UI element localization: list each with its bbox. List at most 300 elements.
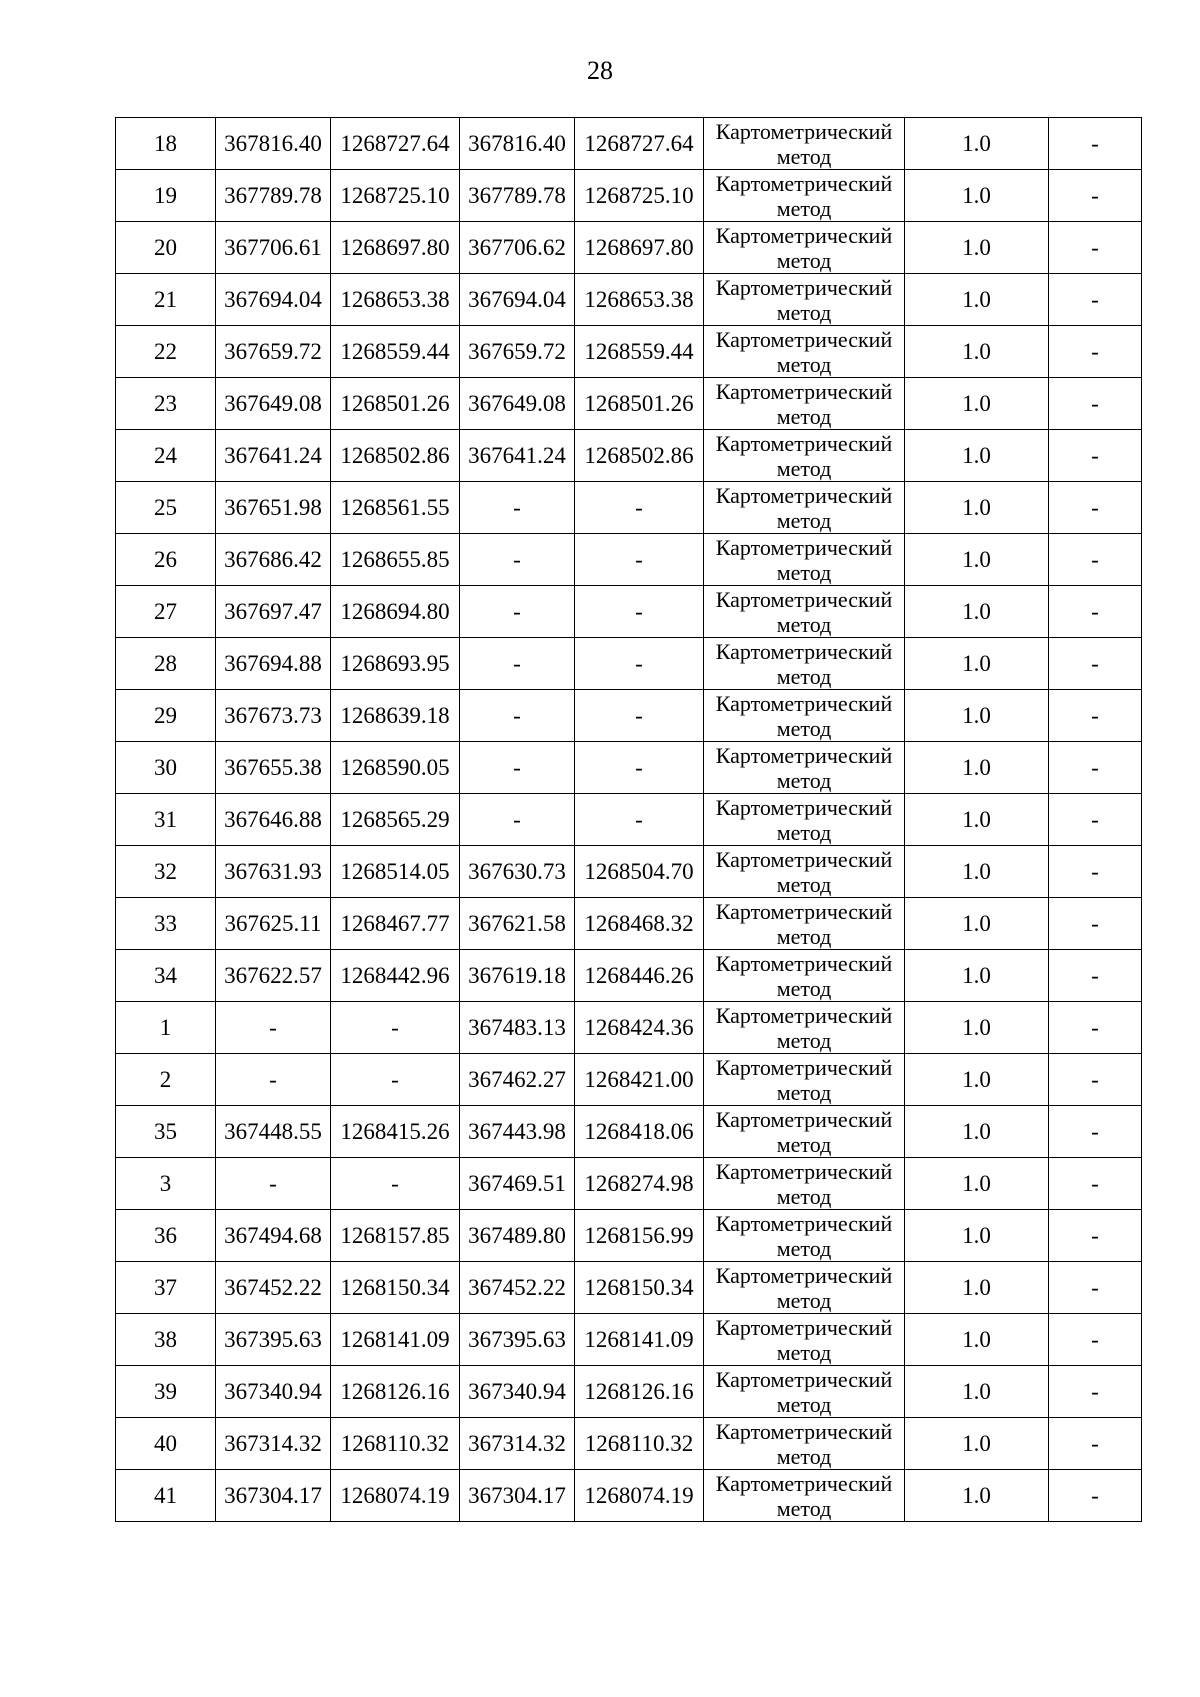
description-cell: - <box>1049 846 1142 898</box>
method-line-2: метод <box>776 143 832 169</box>
existing-y-cell: 1268150.34 <box>331 1262 460 1314</box>
accuracy-cell: 1.0 <box>905 222 1049 274</box>
method-line-1: Картометрический <box>715 950 893 976</box>
refined-y-cell: 1268424.36 <box>575 1002 704 1054</box>
method-cell <box>704 1262 905 1314</box>
method-line-2: метод <box>776 611 832 637</box>
method-line-1: Картометрический <box>715 430 893 456</box>
point-number-cell: 37 <box>116 1262 216 1314</box>
refined-x-cell: 367694.04 <box>460 274 575 326</box>
description-cell: - <box>1049 1158 1142 1210</box>
refined-x-cell: 367304.17 <box>460 1470 575 1522</box>
method-cell <box>704 586 905 638</box>
description-cell: - <box>1049 1054 1142 1106</box>
accuracy-cell: 1.0 <box>905 1106 1049 1158</box>
description-cell: - <box>1049 378 1142 430</box>
table-row <box>116 1106 1142 1158</box>
refined-y-cell: - <box>575 586 704 638</box>
refined-x-cell: 367619.18 <box>460 950 575 1002</box>
accuracy-cell: 1.0 <box>905 1314 1049 1366</box>
method-line-1: Картометрический <box>715 794 893 820</box>
point-number-cell: 41 <box>116 1470 216 1522</box>
method-line-1: Картометрический <box>715 1158 893 1184</box>
point-number-cell: 30 <box>116 742 216 794</box>
point-number-cell: 34 <box>116 950 216 1002</box>
table-row <box>116 1366 1142 1418</box>
existing-y-cell: 1268693.95 <box>331 638 460 690</box>
existing-y-cell: 1268157.85 <box>331 1210 460 1262</box>
point-number-cell: 18 <box>116 118 216 170</box>
method-line-2: метод <box>776 455 832 481</box>
method-line-1: Картометрический <box>715 170 893 196</box>
point-number-cell: 1 <box>116 1002 216 1054</box>
table-row <box>116 378 1142 430</box>
existing-y-cell: 1268141.09 <box>331 1314 460 1366</box>
method-cell <box>704 118 905 170</box>
existing-y-cell: - <box>331 1054 460 1106</box>
table-row <box>116 898 1142 950</box>
method-cell <box>704 1366 905 1418</box>
method-cell <box>704 1054 905 1106</box>
existing-x-cell: 367622.57 <box>216 950 331 1002</box>
refined-x-cell: 367706.62 <box>460 222 575 274</box>
description-cell: - <box>1049 950 1142 1002</box>
accuracy-cell: 1.0 <box>905 430 1049 482</box>
point-number-cell: 3 <box>116 1158 216 1210</box>
existing-y-cell: 1268514.05 <box>331 846 460 898</box>
existing-x-cell: - <box>216 1002 331 1054</box>
existing-y-cell: - <box>331 1002 460 1054</box>
description-cell: - <box>1049 1106 1142 1158</box>
existing-x-cell: 367655.38 <box>216 742 331 794</box>
existing-x-cell: 367706.61 <box>216 222 331 274</box>
method-line-2: метод <box>776 715 832 741</box>
method-cell <box>704 1158 905 1210</box>
refined-x-cell: 367630.73 <box>460 846 575 898</box>
refined-x-cell: 367649.08 <box>460 378 575 430</box>
refined-x-cell: - <box>460 794 575 846</box>
table-row <box>116 534 1142 586</box>
method-line-2: метод <box>776 1287 832 1313</box>
refined-x-cell: 367816.40 <box>460 118 575 170</box>
existing-x-cell: 367452.22 <box>216 1262 331 1314</box>
method-line-2: метод <box>776 247 832 273</box>
accuracy-cell: 1.0 <box>905 118 1049 170</box>
accuracy-cell: 1.0 <box>905 378 1049 430</box>
description-cell: - <box>1049 690 1142 742</box>
existing-x-cell: 367694.88 <box>216 638 331 690</box>
point-number-cell: 25 <box>116 482 216 534</box>
table-row <box>116 1158 1142 1210</box>
existing-y-cell: 1268501.26 <box>331 378 460 430</box>
refined-y-cell: 1268697.80 <box>575 222 704 274</box>
method-line-1: Картометрический <box>715 1262 893 1288</box>
refined-y-cell: - <box>575 742 704 794</box>
method-line-1: Картометрический <box>715 638 893 664</box>
method-line-1: Картометрический <box>715 1106 893 1132</box>
existing-y-cell: 1268561.55 <box>331 482 460 534</box>
refined-x-cell: 367462.27 <box>460 1054 575 1106</box>
method-line-1: Картометрический <box>715 534 893 560</box>
method-cell <box>704 742 905 794</box>
method-line-2: метод <box>776 507 832 533</box>
method-line-2: метод <box>776 871 832 897</box>
existing-x-cell: 367697.47 <box>216 586 331 638</box>
accuracy-cell: 1.0 <box>905 534 1049 586</box>
method-line-2: метод <box>776 1495 832 1521</box>
description-cell: - <box>1049 638 1142 690</box>
method-line-2: метод <box>776 299 832 325</box>
table-row <box>116 1418 1142 1470</box>
existing-x-cell: 367448.55 <box>216 1106 331 1158</box>
refined-y-cell: 1268504.70 <box>575 846 704 898</box>
refined-y-cell: 1268074.19 <box>575 1470 704 1522</box>
point-number-cell: 39 <box>116 1366 216 1418</box>
existing-y-cell: 1268655.85 <box>331 534 460 586</box>
table-row <box>116 1054 1142 1106</box>
point-number-cell: 31 <box>116 794 216 846</box>
accuracy-cell: 1.0 <box>905 1470 1049 1522</box>
description-cell: - <box>1049 222 1142 274</box>
existing-x-cell: 367304.17 <box>216 1470 331 1522</box>
method-cell <box>704 326 905 378</box>
existing-y-cell: 1268074.19 <box>331 1470 460 1522</box>
existing-y-cell: 1268565.29 <box>331 794 460 846</box>
existing-x-cell: 367641.24 <box>216 430 331 482</box>
existing-y-cell: 1268639.18 <box>331 690 460 742</box>
existing-y-cell: 1268442.96 <box>331 950 460 1002</box>
table-row <box>116 950 1142 1002</box>
point-number-cell: 29 <box>116 690 216 742</box>
description-cell: - <box>1049 1314 1142 1366</box>
table-row <box>116 1314 1142 1366</box>
method-line-1: Картометрический <box>715 274 893 300</box>
method-cell <box>704 690 905 742</box>
refined-x-cell: - <box>460 690 575 742</box>
refined-y-cell: 1268446.26 <box>575 950 704 1002</box>
table-row <box>116 118 1142 170</box>
method-line-2: метод <box>776 559 832 585</box>
refined-y-cell: 1268110.32 <box>575 1418 704 1470</box>
method-line-1: Картометрический <box>715 378 893 404</box>
refined-y-cell: 1268468.32 <box>575 898 704 950</box>
table-row <box>116 1002 1142 1054</box>
point-number-cell: 40 <box>116 1418 216 1470</box>
point-number-cell: 38 <box>116 1314 216 1366</box>
method-line-2: метод <box>776 819 832 845</box>
refined-x-cell: 367443.98 <box>460 1106 575 1158</box>
method-line-1: Картометрический <box>715 1054 893 1080</box>
refined-y-cell: 1268274.98 <box>575 1158 704 1210</box>
table-row <box>116 222 1142 274</box>
existing-x-cell: 367789.78 <box>216 170 331 222</box>
refined-x-cell: 367789.78 <box>460 170 575 222</box>
description-cell: - <box>1049 1210 1142 1262</box>
method-line-1: Картометрический <box>715 1210 893 1236</box>
table-row <box>116 690 1142 742</box>
refined-x-cell: 367641.24 <box>460 430 575 482</box>
method-line-1: Картометрический <box>715 118 893 144</box>
point-number-cell: 19 <box>116 170 216 222</box>
table-row <box>116 1262 1142 1314</box>
table-row <box>116 430 1142 482</box>
method-line-1: Картометрический <box>715 1002 893 1028</box>
table-row <box>116 482 1142 534</box>
refined-y-cell: 1268126.16 <box>575 1366 704 1418</box>
description-cell: - <box>1049 1002 1142 1054</box>
existing-x-cell: 367686.42 <box>216 534 331 586</box>
existing-y-cell: 1268415.26 <box>331 1106 460 1158</box>
existing-x-cell: 367494.68 <box>216 1210 331 1262</box>
method-line-2: метод <box>776 975 832 1001</box>
method-line-2: метод <box>776 1183 832 1209</box>
existing-x-cell: 367340.94 <box>216 1366 331 1418</box>
method-line-2: метод <box>776 1131 832 1157</box>
refined-x-cell: 367314.32 <box>460 1418 575 1470</box>
refined-y-cell: - <box>575 482 704 534</box>
point-number-cell: 26 <box>116 534 216 586</box>
refined-y-cell: 1268501.26 <box>575 378 704 430</box>
existing-x-cell: 367694.04 <box>216 274 331 326</box>
refined-x-cell: - <box>460 586 575 638</box>
description-cell: - <box>1049 1366 1142 1418</box>
table-row <box>116 170 1142 222</box>
method-line-1: Картометрический <box>715 326 893 352</box>
accuracy-cell: 1.0 <box>905 586 1049 638</box>
accuracy-cell: 1.0 <box>905 950 1049 1002</box>
point-number-cell: 35 <box>116 1106 216 1158</box>
existing-y-cell: 1268727.64 <box>331 118 460 170</box>
accuracy-cell: 1.0 <box>905 690 1049 742</box>
existing-y-cell: 1268653.38 <box>331 274 460 326</box>
accuracy-cell: 1.0 <box>905 482 1049 534</box>
point-number-cell: 27 <box>116 586 216 638</box>
refined-y-cell: - <box>575 638 704 690</box>
description-cell: - <box>1049 170 1142 222</box>
accuracy-cell: 1.0 <box>905 1210 1049 1262</box>
method-cell <box>704 638 905 690</box>
refined-y-cell: 1268421.00 <box>575 1054 704 1106</box>
existing-x-cell: 367816.40 <box>216 118 331 170</box>
description-cell: - <box>1049 742 1142 794</box>
method-line-1: Картометрический <box>715 690 893 716</box>
description-cell: - <box>1049 794 1142 846</box>
description-cell: - <box>1049 1470 1142 1522</box>
refined-y-cell: 1268141.09 <box>575 1314 704 1366</box>
existing-y-cell: 1268467.77 <box>331 898 460 950</box>
method-cell <box>704 430 905 482</box>
method-cell <box>704 1418 905 1470</box>
accuracy-cell: 1.0 <box>905 846 1049 898</box>
method-cell <box>704 1210 905 1262</box>
point-number-cell: 36 <box>116 1210 216 1262</box>
point-number-cell: 21 <box>116 274 216 326</box>
method-line-1: Картометрический <box>715 586 893 612</box>
refined-x-cell: - <box>460 638 575 690</box>
existing-x-cell: 367314.32 <box>216 1418 331 1470</box>
existing-x-cell: 367395.63 <box>216 1314 331 1366</box>
refined-y-cell: - <box>575 690 704 742</box>
method-line-1: Картометрический <box>715 742 893 768</box>
point-number-cell: 33 <box>116 898 216 950</box>
existing-y-cell: 1268559.44 <box>331 326 460 378</box>
point-number-cell: 20 <box>116 222 216 274</box>
refined-y-cell: 1268653.38 <box>575 274 704 326</box>
method-line-1: Картометрический <box>715 1470 893 1496</box>
accuracy-cell: 1.0 <box>905 274 1049 326</box>
description-cell: - <box>1049 274 1142 326</box>
refined-x-cell: - <box>460 534 575 586</box>
existing-y-cell: - <box>331 1158 460 1210</box>
method-line-1: Картометрический <box>715 898 893 924</box>
table-body <box>116 118 1142 1522</box>
existing-x-cell: 367651.98 <box>216 482 331 534</box>
method-line-2: метод <box>776 1391 832 1417</box>
accuracy-cell: 1.0 <box>905 1262 1049 1314</box>
accuracy-cell: 1.0 <box>905 326 1049 378</box>
point-number-cell: 24 <box>116 430 216 482</box>
table-row <box>116 846 1142 898</box>
table-row <box>116 1470 1142 1522</box>
method-cell <box>704 846 905 898</box>
table-row <box>116 326 1142 378</box>
method-cell <box>704 794 905 846</box>
table-row <box>116 742 1142 794</box>
refined-x-cell: - <box>460 482 575 534</box>
description-cell: - <box>1049 326 1142 378</box>
description-cell: - <box>1049 482 1142 534</box>
table-row <box>116 586 1142 638</box>
refined-y-cell: 1268727.64 <box>575 118 704 170</box>
point-number-cell: 32 <box>116 846 216 898</box>
method-cell <box>704 222 905 274</box>
method-line-2: метод <box>776 1443 832 1469</box>
method-line-2: метод <box>776 1235 832 1261</box>
description-cell: - <box>1049 534 1142 586</box>
refined-x-cell: 367452.22 <box>460 1262 575 1314</box>
method-line-1: Картометрический <box>715 1314 893 1340</box>
accuracy-cell: 1.0 <box>905 1158 1049 1210</box>
accuracy-cell: 1.0 <box>905 1366 1049 1418</box>
method-line-1: Картометрический <box>715 1418 893 1444</box>
method-line-2: метод <box>776 403 832 429</box>
existing-x-cell: 367625.11 <box>216 898 331 950</box>
existing-y-cell: 1268110.32 <box>331 1418 460 1470</box>
method-line-2: метод <box>776 767 832 793</box>
description-cell: - <box>1049 586 1142 638</box>
existing-y-cell: 1268502.86 <box>331 430 460 482</box>
method-line-1: Картометрический <box>715 846 893 872</box>
point-number-cell: 2 <box>116 1054 216 1106</box>
method-line-2: метод <box>776 195 832 221</box>
existing-y-cell: 1268697.80 <box>331 222 460 274</box>
method-line-2: метод <box>776 351 832 377</box>
method-cell <box>704 170 905 222</box>
method-cell <box>704 1470 905 1522</box>
description-cell: - <box>1049 898 1142 950</box>
method-line-2: метод <box>776 1079 832 1105</box>
existing-x-cell: 367673.73 <box>216 690 331 742</box>
point-number-cell: 22 <box>116 326 216 378</box>
method-cell <box>704 482 905 534</box>
page-number: 28 <box>587 56 613 85</box>
existing-y-cell: 1268725.10 <box>331 170 460 222</box>
refined-y-cell: 1268559.44 <box>575 326 704 378</box>
existing-x-cell: 367659.72 <box>216 326 331 378</box>
refined-x-cell: - <box>460 742 575 794</box>
refined-x-cell: 367489.80 <box>460 1210 575 1262</box>
refined-x-cell: 367469.51 <box>460 1158 575 1210</box>
table-row <box>116 274 1142 326</box>
refined-y-cell: - <box>575 794 704 846</box>
refined-x-cell: 367395.63 <box>460 1314 575 1366</box>
refined-y-cell: 1268502.86 <box>575 430 704 482</box>
table-row <box>116 1210 1142 1262</box>
description-cell: - <box>1049 1418 1142 1470</box>
accuracy-cell: 1.0 <box>905 898 1049 950</box>
method-line-2: метод <box>776 923 832 949</box>
existing-x-cell: - <box>216 1054 331 1106</box>
description-cell: - <box>1049 1262 1142 1314</box>
table-row <box>116 638 1142 690</box>
method-cell <box>704 1314 905 1366</box>
point-number-cell: 28 <box>116 638 216 690</box>
table-row <box>116 794 1142 846</box>
accuracy-cell: 1.0 <box>905 1418 1049 1470</box>
refined-y-cell: 1268725.10 <box>575 170 704 222</box>
refined-y-cell: 1268156.99 <box>575 1210 704 1262</box>
refined-y-cell: 1268150.34 <box>575 1262 704 1314</box>
method-line-2: метод <box>776 663 832 689</box>
method-line-1: Картометрический <box>715 1366 893 1392</box>
refined-y-cell: 1268418.06 <box>575 1106 704 1158</box>
refined-y-cell: - <box>575 534 704 586</box>
description-cell: - <box>1049 430 1142 482</box>
accuracy-cell: 1.0 <box>905 742 1049 794</box>
existing-y-cell: 1268694.80 <box>331 586 460 638</box>
method-cell <box>704 1002 905 1054</box>
accuracy-cell: 1.0 <box>905 794 1049 846</box>
existing-y-cell: 1268126.16 <box>331 1366 460 1418</box>
existing-y-cell: 1268590.05 <box>331 742 460 794</box>
existing-x-cell: 367631.93 <box>216 846 331 898</box>
method-cell <box>704 1106 905 1158</box>
method-cell <box>704 378 905 430</box>
existing-x-cell: - <box>216 1158 331 1210</box>
existing-x-cell: 367646.88 <box>216 794 331 846</box>
accuracy-cell: 1.0 <box>905 1054 1049 1106</box>
description-cell: - <box>1049 118 1142 170</box>
method-line-1: Картометрический <box>715 222 893 248</box>
refined-x-cell: 367659.72 <box>460 326 575 378</box>
method-cell <box>704 274 905 326</box>
accuracy-cell: 1.0 <box>905 638 1049 690</box>
accuracy-cell: 1.0 <box>905 170 1049 222</box>
method-cell <box>704 950 905 1002</box>
existing-x-cell: 367649.08 <box>216 378 331 430</box>
refined-x-cell: 367340.94 <box>460 1366 575 1418</box>
method-cell <box>704 898 905 950</box>
point-number-cell: 23 <box>116 378 216 430</box>
refined-x-cell: 367621.58 <box>460 898 575 950</box>
method-line-2: метод <box>776 1339 832 1365</box>
method-line-1: Картометрический <box>715 482 893 508</box>
coordinates-table <box>115 117 1142 1522</box>
method-line-2: метод <box>776 1027 832 1053</box>
method-cell <box>704 534 905 586</box>
accuracy-cell: 1.0 <box>905 1002 1049 1054</box>
refined-x-cell: 367483.13 <box>460 1002 575 1054</box>
